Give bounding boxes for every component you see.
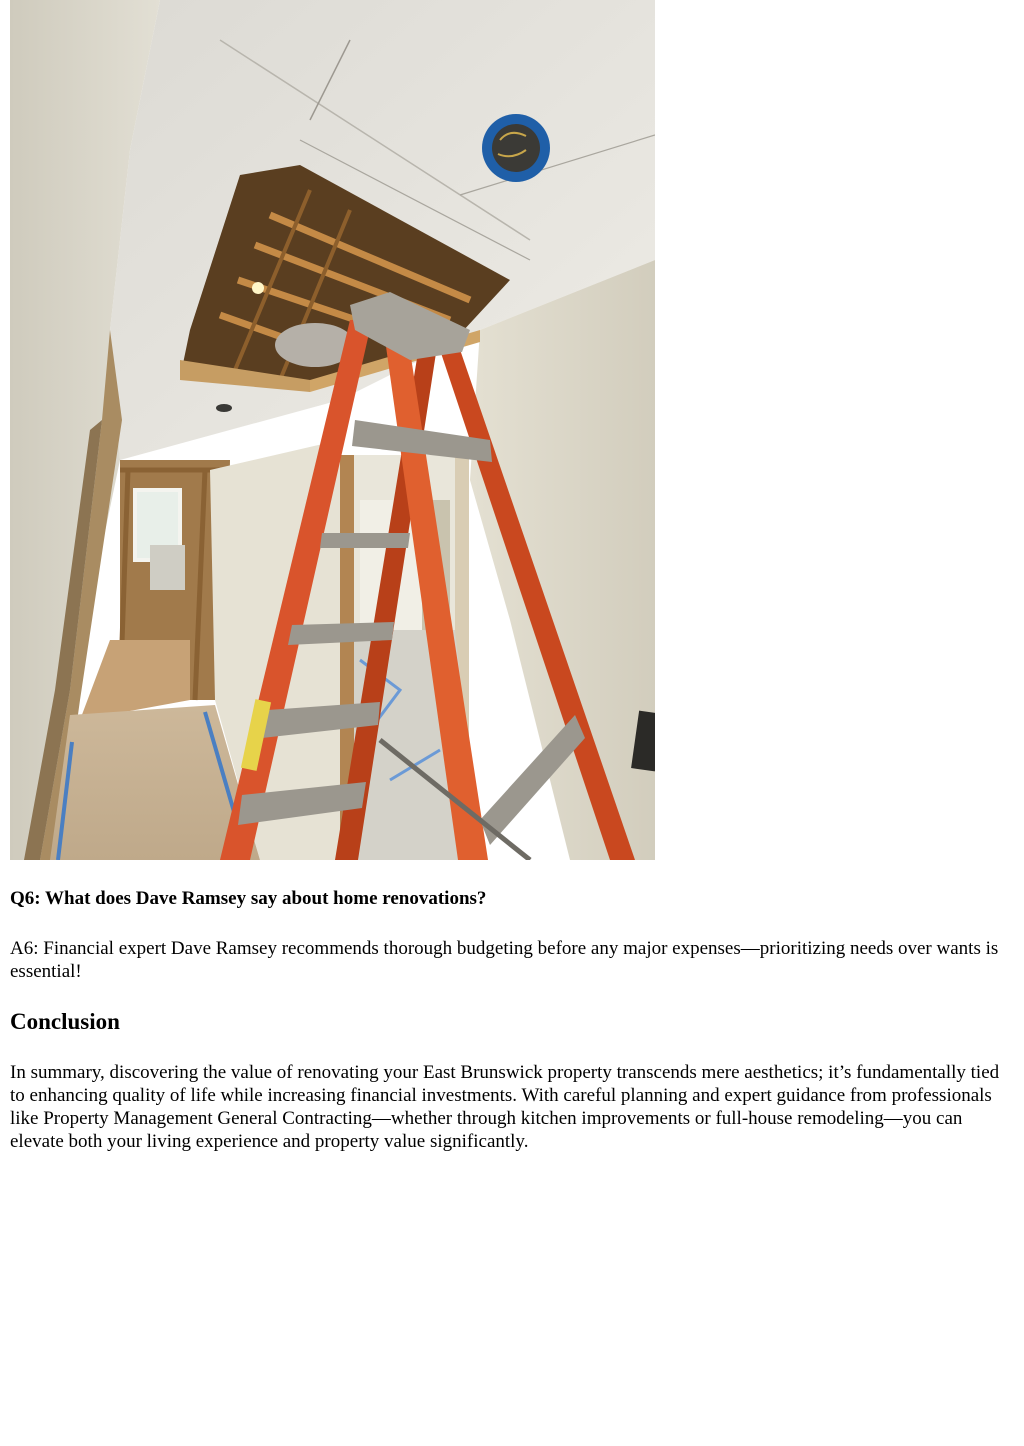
faq-answer: A6: Financial expert Dave Ramsey recommends thorough budgeting before any major expenses—prioritizing needs over wants is essential!: [10, 938, 999, 982]
faq-question: Q6: What does Dave Ramsey say about home renovations?: [10, 888, 487, 909]
renovation-hallway-photo: [10, 0, 655, 860]
conclusion-heading: Conclusion: [10, 1009, 120, 1034]
conclusion-paragraph: In summary, discovering the value of renovating your East Brunswick property transcends mere aesthetics; it’s fundamentally tied to enhancing quality of life while increasing financial investments. With careful planning and expert guidance from professionals like Property Management General Contracting—whether through kitchen improvements or full-house remodeling—you can elevate both your living experience and property value significantly.: [10, 1062, 1000, 1152]
